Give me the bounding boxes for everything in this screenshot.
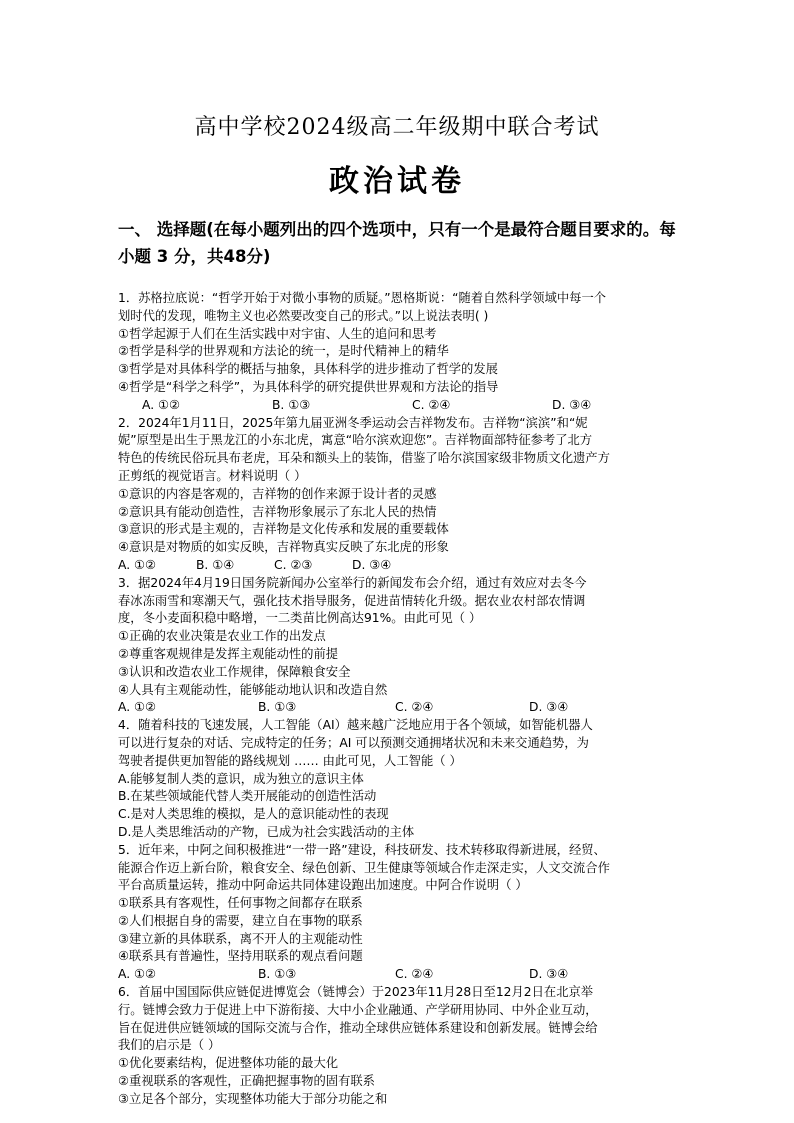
question-stem-line: 特色的传统民俗玩具布老虎，耳朵和额头上的装饰，借鉴了哈尔滨国家级非物质文化遗产方 (118, 451, 610, 466)
question-stem-line: 度，冬小麦面积稳中略增，一二类苗比例高达91%。由此可见（ ） (118, 611, 482, 626)
question-stem-line: 平台高质量运转，推动中阿命运共同体建设跑出加速度。中阿合作说明（ ） (118, 878, 528, 893)
answer-options (118, 966, 684, 984)
answer-options (118, 557, 684, 575)
section-heading (118, 216, 678, 270)
answer-choice: A.能够复制人类的意识，成为独立的意识主体 (118, 771, 364, 786)
option-c: C. ②③ (274, 557, 313, 572)
option-d: D. ③④ (552, 397, 592, 412)
option-a: A. ①② (142, 397, 181, 412)
question-stem-line: 3．据2024年4月19日国务院新闻办公室举行的新闻发布会介绍，通过有效应对去冬今 (118, 575, 587, 590)
section-heading-line: 小题 3 分，共48分) (118, 247, 271, 266)
statement: ②哲学是科学的世界观和方法论的统一，是时代精神上的精华 (118, 344, 449, 359)
option-a: A. ①② (118, 557, 157, 572)
statement: ④人具有主观能动性，能够能动地认识和改造自然 (118, 682, 388, 697)
statement: ①哲学起源于人们在生活实践中对宇宙、人生的追问和思考 (118, 326, 437, 341)
statement: ②意识具有能动创造性，吉祥物形象展示了东北人民的热情 (118, 504, 437, 519)
statement: ④意识是对物质的如实反映，吉祥物真实反映了东北虎的形象 (118, 540, 449, 555)
option-c: C. ②④ (395, 700, 434, 715)
statement: ③认识和改造农业工作规律，保障粮食安全 (118, 664, 351, 679)
option-b: B. ①③ (258, 967, 297, 982)
statement: ③建立新的具体联系，离不开人的主观能动性 (118, 931, 363, 946)
question-5 (118, 842, 684, 984)
statement: ③立足各个部分，实现整体功能大于部分功能之和 (118, 1091, 388, 1106)
option-b: B. ①③ (258, 700, 297, 715)
statement: ③哲学是对具体科学的概括与抽象，具体科学的进步推动了哲学的发展 (118, 362, 498, 377)
answer-options (118, 397, 684, 415)
question-stem-line: 2．2024年1月11日，2025年第九届亚洲冬季运动会吉祥物发布。吉祥物“滨滨”和“妮 (118, 415, 588, 430)
statement: ①优化要素结构，促进整体功能的最大化 (118, 1056, 339, 1071)
answer-choice: D.是人类思维活动的产物，已成为社会实践活动的主体 (118, 824, 415, 839)
question-stem-line: 4．随着科技的飞速发展，人工智能（AI）越来越广泛地应用于各个领域，如智能机器人 (118, 718, 593, 733)
question-stem-line: 驾驶者提供更加智能的路线规划 …… 由此可见，人工智能（ ） (118, 753, 462, 768)
option-d: D. ③④ (529, 967, 569, 982)
exam-subject: 政治试卷 (329, 164, 465, 199)
question-3 (118, 575, 684, 717)
question-stem-line: 行。链博会致力于促进上中下游衔接、大中小企业融通、产学研用协同、中外企业互动， (118, 1002, 598, 1017)
question-stem-line: 春冰冻雨雪和寒潮天气，强化技术指导服务，促进苗情转化升级。据农业农村部农情调 (118, 593, 586, 608)
statement: ②重视联系的客观性，正确把握事物的固有联系 (118, 1074, 375, 1089)
option-d: D. ③④ (529, 700, 569, 715)
section-heading-line: 一、 选择题(在每小题列出的四个选项中，只有一个是最符合题目要求的。每 (118, 220, 676, 239)
answer-choice: C.是对人类思维的模拟，是人的意识能动性的表现 (118, 807, 389, 822)
option-b: B. ①④ (196, 557, 235, 572)
question-2 (118, 415, 684, 575)
statement: ④哲学是“科学之科学”，为具体科学的研究提供世界观和方法论的指导 (118, 379, 499, 394)
statement: ①意识的内容是客观的，吉祥物的创作来源于设计者的灵感 (118, 486, 437, 501)
question-stem-line: 6．首届中国国际供应链促进博览会（链博会）于2023年11月28日至12月2日在北京举 (118, 985, 594, 1000)
question-stem-line: 1．苏格拉底说：“哲学开始于对微小事物的质疑。”恩格斯说：“随着自然科学领域中每一个 (118, 291, 607, 305)
statement: ②尊重客观规律是发挥主观能动性的前提 (118, 646, 339, 661)
question-stem-line: 划时代的发现，唯物主义也必然要改变自己的形式。”以上说法表明( ) (118, 308, 489, 323)
question-1 (118, 290, 684, 415)
questions (118, 290, 684, 1109)
question-stem-line: 5．近年来，中阿之间积极推进“一带一路”建设，科技研发、技术转移取得新进展，经贸、 (118, 842, 606, 857)
question-stem-line: 可以进行复杂的对话、完成特定的任务；AI 可以预测交通拥堵状况和未来交通趋势，为 (118, 735, 589, 750)
statement: ③意识的形式是主观的，吉祥物是文化传承和发展的重要载体 (118, 522, 449, 537)
question-stem-line: 我们的启示是（ ） (118, 1038, 221, 1053)
option-c: C. ②④ (395, 967, 434, 982)
answer-options (118, 699, 684, 717)
question-stem-line: 能源合作迈上新台阶，粮食安全、绿色创新、卫生健康等领域合作走深走实，人文交流合作 (118, 860, 610, 875)
answer-choice: B.在某些领域能代替人类开展能动的创造性活动 (118, 789, 377, 804)
statement: ①正确的农业决策是农业工作的出发点 (118, 629, 326, 644)
statement: ④联系具有普遍性，坚持用联系的观点看问题 (118, 949, 363, 964)
statement: ①联系具有客观性，任何事物之间都存在联系 (118, 896, 363, 911)
statement: ②人们根据自身的需要，建立自在事物的联系 (118, 913, 363, 928)
option-a: A. ①② (118, 700, 157, 715)
option-b: B. ①③ (272, 397, 311, 412)
option-c: C. ②④ (412, 397, 451, 412)
question-6 (118, 984, 684, 1109)
option-d: D. ③④ (352, 557, 392, 572)
question-stem-line: 正剪纸的视觉语言。材料说明（ ） (118, 468, 307, 483)
question-stem-line: 旨在促进供应链领域的国际交流与合作，推动全球供应链体系建设和创新发展。链博会给 (118, 1020, 598, 1035)
question-stem-line: 妮”原型是出生于黑龙江的小东北虎，寓意“哈尔滨欢迎您”。吉祥物面部特征参考了北方 (118, 433, 593, 448)
exam-title: 高中学校2024级高二年级期中联合考试 (194, 115, 600, 140)
question-4 (118, 717, 684, 842)
option-a: A. ①② (118, 967, 157, 982)
